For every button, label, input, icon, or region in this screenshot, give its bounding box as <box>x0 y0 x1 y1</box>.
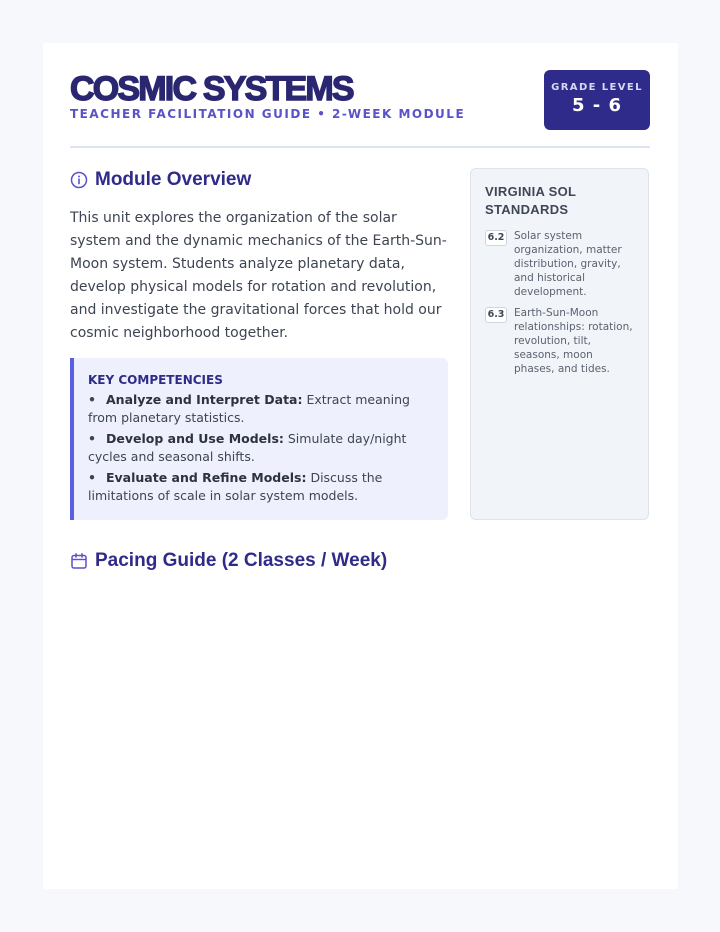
key-competencies-title: KEY COMPETENCIES <box>88 373 223 387</box>
bullet-icon: • <box>88 470 96 485</box>
grade-level-badge <box>544 70 650 130</box>
document-header <box>70 70 650 148</box>
competency-description: Simulate day/night cycles and seasonal shifts. <box>88 431 407 464</box>
calendar-icon <box>70 552 88 570</box>
pacing-guide-heading <box>70 549 387 573</box>
info-circle-icon <box>70 171 88 189</box>
module-overview-text: This unit explores the organization of the solar system and the dynamic mechanics of the Earth-Sun-Moon system. Students analyze planetary data, develop physical models for rotation and revolution, and investigate the gravitational forces that hold our cosmic neighborhood together. <box>70 210 447 341</box>
document-subtitle: TEACHER FACILITATION GUIDE • 2-WEEK MODULE <box>70 107 466 121</box>
grade-level-value: 5 - 6 <box>571 95 623 116</box>
standard-code-badge: 6.3 <box>485 307 507 323</box>
standards-sidebar <box>470 168 649 520</box>
bullet-icon: • <box>88 392 96 407</box>
competency-item <box>88 430 436 465</box>
document-title: COSMIC SYSTEMS <box>70 70 353 108</box>
pacing-guide-title: Pacing Guide (2 Classes / Week) <box>95 550 388 571</box>
module-overview-title: Module Overview <box>95 169 252 190</box>
standards-title: VIRGINIA SOL STANDARDS <box>485 184 577 217</box>
competency-description: Extract meaning from planetary statistics. <box>88 392 410 425</box>
document-page <box>43 43 678 889</box>
module-overview-heading <box>70 168 251 192</box>
standard-description: Solar system organization, matter distribution, gravity, and historical development. <box>514 230 622 298</box>
competency-item <box>88 391 436 426</box>
competency-item <box>88 469 436 504</box>
competency-name: Develop and Use Models: <box>106 431 284 446</box>
competency-description: Discuss the limitations of scale in solar system models. <box>88 470 383 503</box>
competency-name: Evaluate and Refine Models: <box>106 470 307 485</box>
standard-code-badge: 6.2 <box>485 230 507 246</box>
standard-description: Earth-Sun-Moon relationships: rotation, revolution, tilt, seasons, moon phases, and tides. <box>514 307 633 375</box>
bullet-icon: • <box>88 431 96 446</box>
competency-name: Analyze and Interpret Data: <box>106 392 303 407</box>
standard-item <box>485 306 645 376</box>
grade-level-label: GRADE LEVEL <box>551 82 643 93</box>
standard-item <box>485 229 645 299</box>
competency-list <box>88 391 436 504</box>
key-competencies-callout <box>70 358 448 520</box>
